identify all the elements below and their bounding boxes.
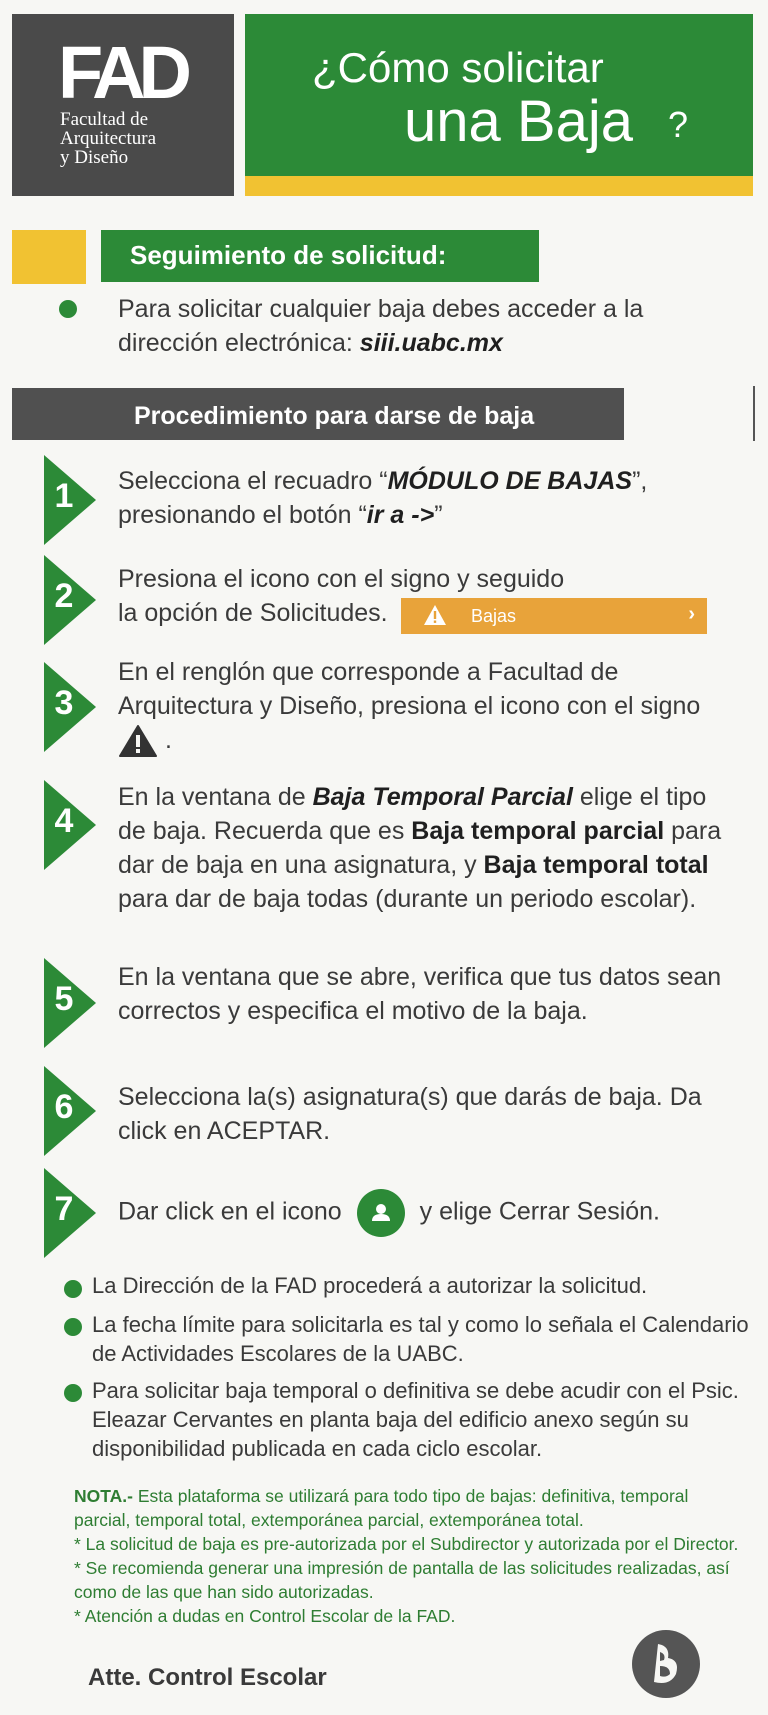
step-6-text: Selecciona la(s) asignatura(s) que darás de baja. Da click en ACEPTAR. bbox=[118, 1083, 702, 1145]
step-3-description: En el renglón que corresponde a Facultad de Arquitectura y Diseño, presiona el icono con el signo bbox=[118, 658, 701, 720]
user-profile-icon[interactable] bbox=[357, 1189, 405, 1237]
faculty-name-line-3: y Diseño bbox=[60, 147, 129, 168]
nota-line-1 bbox=[74, 1484, 744, 1532]
seguimiento-title: Seguimiento de solicitud: bbox=[130, 240, 447, 270]
faculty-name bbox=[60, 110, 156, 167]
faculty-name-line-1: Facultad de bbox=[60, 109, 149, 130]
seguimiento-text bbox=[118, 292, 738, 360]
nota-text: Esta plataforma se utilizará para todo tipo de bajas: definitiva, temporal parcial, temporal total, extemporánea parcial, extemporánea total. bbox=[74, 1486, 689, 1530]
warning-icon bbox=[118, 724, 158, 758]
step-1-part: ”, presionando el botón “ bbox=[118, 467, 648, 529]
step-4-part: para dar de baja en una asignatura, y bbox=[118, 817, 722, 879]
fad-logo: FAD bbox=[58, 31, 185, 114]
step-4-text bbox=[118, 780, 738, 916]
step-6-number: 6 bbox=[54, 1088, 74, 1126]
section-accent-square bbox=[12, 230, 86, 284]
title-accent-bar bbox=[245, 176, 753, 196]
baja-temporal-parcial-term: Baja temporal parcial bbox=[411, 817, 665, 845]
step-4-part: para dar de baja todas (durante un periodo escolar). bbox=[118, 885, 697, 913]
edge-mark bbox=[753, 386, 755, 441]
chevron-right-icon: › bbox=[688, 603, 695, 625]
step-1-text bbox=[118, 464, 738, 532]
bullet-dot bbox=[59, 300, 77, 318]
page-title-line-2: una Baja bbox=[404, 89, 633, 154]
nota-label: NOTA.- bbox=[74, 1486, 133, 1506]
user-icon bbox=[357, 1189, 405, 1237]
bullet-dot bbox=[64, 1280, 82, 1298]
seguimiento-description: Para solicitar cualquier baja debes acceder a la dirección electrónica: bbox=[118, 295, 644, 357]
bajas-button-label: Bajas bbox=[471, 606, 517, 626]
nota-line-4: * Atención a dudas en Control Escolar de la FAD. bbox=[74, 1606, 456, 1626]
step-4-number: 4 bbox=[54, 802, 74, 840]
step-3-number: 3 bbox=[54, 684, 74, 722]
ir-a-label: ir a -> bbox=[366, 501, 435, 529]
step-5-text: En la ventana que se abre, verifica que tus datos sean correctos y especifica el motivo de la baja. bbox=[118, 963, 722, 1025]
step-4-part: elige el tipo de baja. Recuerda que es bbox=[118, 783, 707, 845]
page-title-line-1: ¿Cómo solicitar bbox=[312, 44, 604, 91]
institution-logo-icon bbox=[630, 1628, 702, 1700]
baja-temporal-total-term: Baja temporal total bbox=[483, 851, 709, 879]
bullet-dot bbox=[64, 1318, 82, 1336]
step-1-part: Selecciona el recuadro “ bbox=[118, 467, 388, 495]
bajas-button[interactable] bbox=[401, 598, 707, 634]
nota-line-3: * Se recomienda generar una impresión de pantalla de las solicitudes realizadas, así como de las que han sido autorizadas. bbox=[74, 1558, 730, 1602]
nota-block bbox=[74, 1484, 744, 1628]
baja-temporal-parcial-label: Baja Temporal Parcial bbox=[312, 783, 573, 811]
step-1-number: 1 bbox=[54, 477, 74, 515]
step-3-text bbox=[118, 655, 738, 758]
step-5-number: 5 bbox=[54, 980, 74, 1018]
step-2-text: Presiona el icono con el signo y seguido la opción de Solicitudes. bbox=[118, 565, 565, 627]
bullet-dot bbox=[64, 1384, 82, 1402]
step-1-part: ” bbox=[434, 501, 443, 529]
warning-icon bbox=[423, 604, 447, 626]
siii-url: siii.uabc.mx bbox=[359, 329, 503, 357]
bullet-text-1: La Dirección de la FAD procederá a autorizar la solicitud. bbox=[92, 1273, 648, 1298]
faculty-name-line-2: Arquitectura bbox=[60, 128, 157, 149]
bullet-text-3: Para solicitar baja temporal o definitiva se debe acudir con el Psic. Eleazar Cervantes en planta baja del edificio anexo según su disponibilidad publicada en cada ciclo escolar. bbox=[92, 1378, 739, 1461]
nota-line-2: * La solicitud de baja es pre-autorizada por el Subdirector y autorizada por el Director. bbox=[74, 1534, 739, 1554]
modulo-de-bajas-label: MÓDULO DE BAJAS bbox=[387, 467, 633, 495]
signature: Atte. Control Escolar bbox=[88, 1664, 327, 1691]
step-3-suffix: . bbox=[164, 726, 172, 754]
step-7-part: y elige Cerrar Sesión. bbox=[419, 1197, 661, 1226]
step-4-part: En la ventana de bbox=[118, 783, 313, 811]
step-7-text bbox=[118, 1189, 738, 1237]
step-7-number: 7 bbox=[54, 1190, 74, 1228]
bullet-text-2: La fecha límite para solicitarla es tal y como lo señala el Calendario de Actividades Escolares de la UABC. bbox=[92, 1312, 749, 1366]
step-2-number: 2 bbox=[54, 577, 74, 615]
step-7-part: Dar click en el icono bbox=[118, 1197, 342, 1226]
procedimiento-title: Procedimiento para darse de baja bbox=[134, 402, 535, 430]
page-title-question-mark: ? bbox=[668, 104, 689, 145]
